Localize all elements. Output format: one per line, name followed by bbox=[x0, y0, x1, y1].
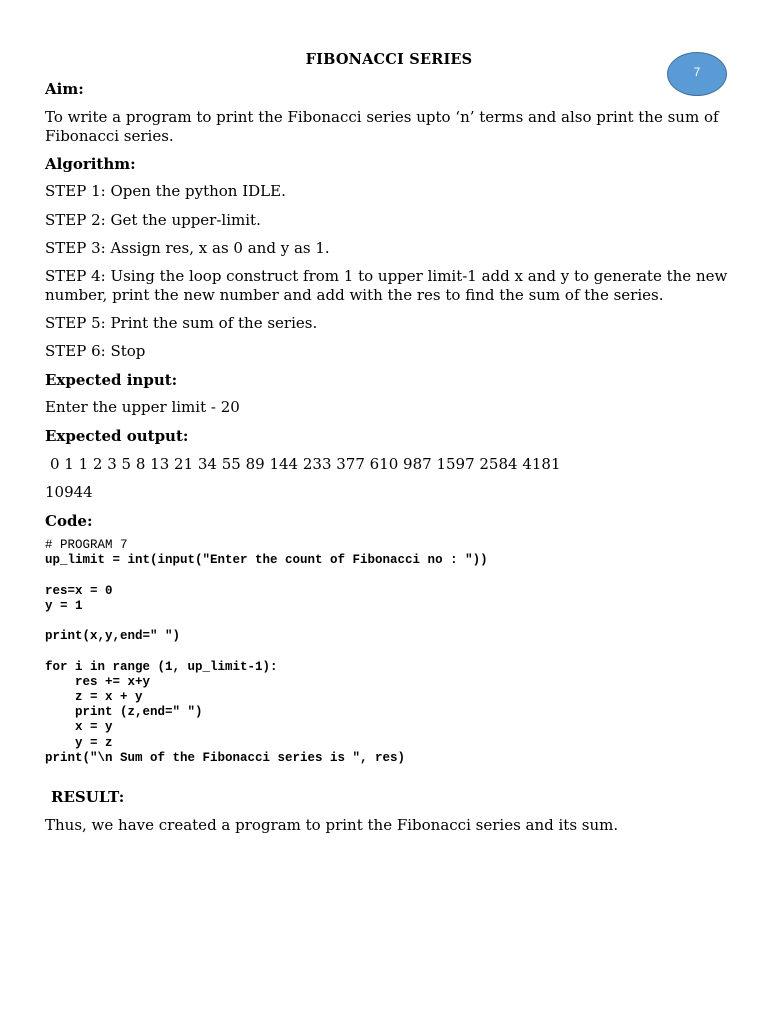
expected-input-text: Enter the upper limit - 20 bbox=[45, 398, 240, 416]
code-line: print("\n Sum of the Fibonacci series is ", res) bbox=[45, 750, 406, 765]
code-line: print (z,end=" ") bbox=[45, 705, 203, 720]
code-line: y = 1 bbox=[45, 598, 83, 613]
expected-output-sum: 10944 bbox=[45, 483, 93, 501]
code-line: res=x = 0 bbox=[45, 583, 113, 598]
code-line: res += x+y bbox=[45, 674, 151, 689]
code-block bbox=[45, 538, 488, 766]
code-line: x = y bbox=[45, 720, 113, 735]
expected-input-heading: Expected input: bbox=[45, 371, 178, 389]
algorithm-heading: Algorithm: bbox=[45, 155, 136, 173]
expected-output-heading: Expected output: bbox=[45, 427, 189, 445]
code-comment: # PROGRAM 7 bbox=[45, 538, 128, 552]
algorithm-step-3: STEP 3: Assign res, x as 0 and y as 1. bbox=[45, 239, 330, 257]
code-line: for i in range (1, up_limit-1): bbox=[45, 659, 278, 674]
code-line: z = x + y bbox=[45, 689, 143, 704]
code-heading: Code: bbox=[45, 512, 93, 530]
aim-text: To write a program to print the Fibonacci series upto ‘n’ terms and also print the sum of Fibonacci series. bbox=[45, 108, 719, 145]
expected-output-series: 0 1 1 2 3 5 8 13 21 34 55 89 144 233 377 610 987 1597 2584 4181 bbox=[50, 455, 561, 473]
algorithm-step-4: STEP 4: Using the loop construct from 1 to upper limit-1 add x and y to generate the new number, print the new number and add with the res to find the sum of the series. bbox=[45, 267, 728, 304]
algorithm-step-1: STEP 1: Open the python IDLE. bbox=[45, 182, 286, 200]
result-text: Thus, we have created a program to print the Fibonacci series and its sum. bbox=[45, 816, 619, 834]
page-number-badge: 7 bbox=[667, 52, 727, 96]
aim-heading: Aim: bbox=[45, 80, 84, 98]
algorithm-step-5: STEP 5: Print the sum of the series. bbox=[45, 314, 318, 332]
page-title: FIBONACCI SERIES bbox=[305, 51, 473, 68]
result-heading: RESULT: bbox=[51, 788, 125, 806]
code-line: y = z bbox=[45, 735, 113, 750]
algorithm-step-6: STEP 6: Stop bbox=[45, 342, 146, 360]
code-line: up_limit = int(input("Enter the count of Fibonacci no : ")) bbox=[45, 553, 488, 568]
algorithm-step-2: STEP 2: Get the upper-limit. bbox=[45, 211, 261, 229]
code-line: print(x,y,end=" ") bbox=[45, 629, 181, 644]
